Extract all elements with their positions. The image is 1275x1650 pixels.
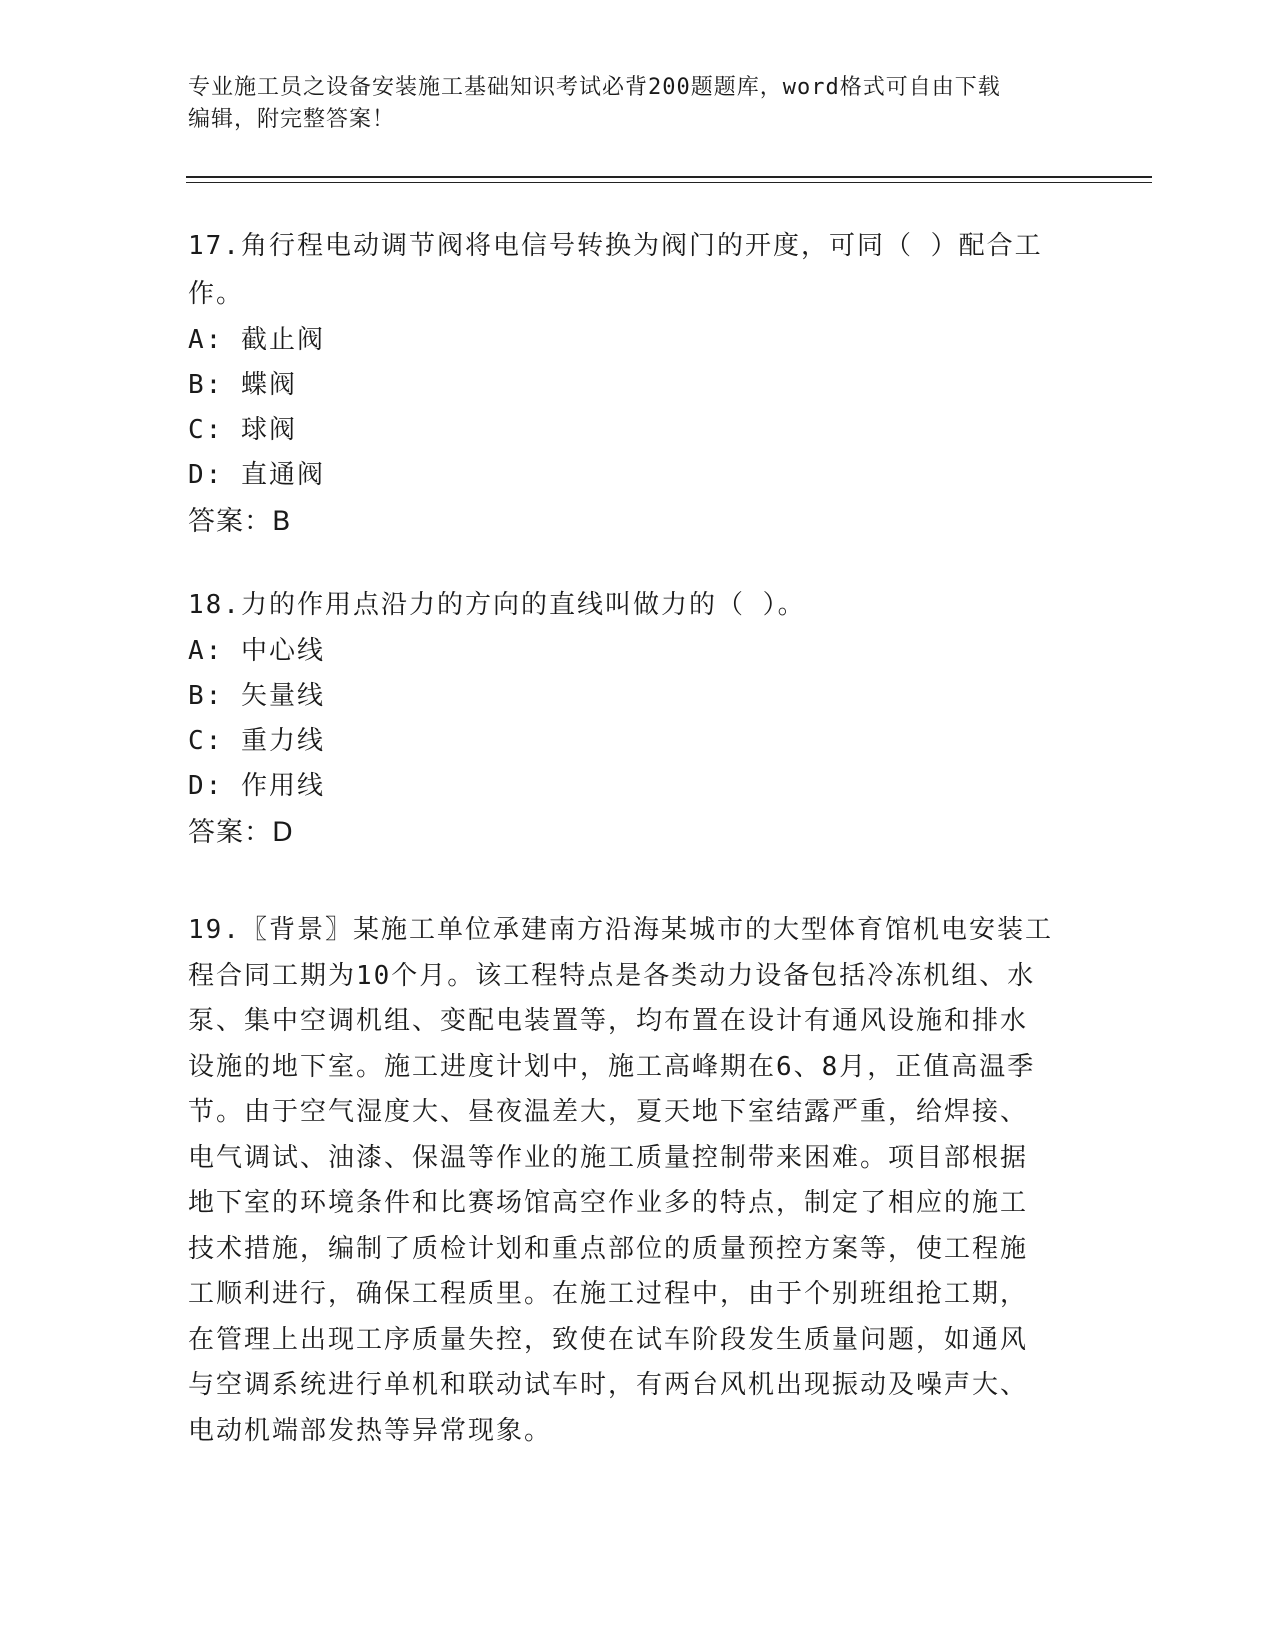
background-line: 工顺利进行，确保工程质里。在施工过程中，由于个别班组抢工期， bbox=[188, 1279, 1029, 1309]
header-line-2: 编辑，附完整答案！ bbox=[188, 107, 396, 132]
background-line: 程合同工期为10个月。该工程特点是各类动力设备包括冷冻机组、水 bbox=[188, 960, 1036, 991]
question-stem-line-1: 17.角行程电动调节阀将电信号转换为阀门的开度，可同（ ）配合工 bbox=[188, 231, 1043, 261]
option-d: D: 作用线 bbox=[188, 771, 325, 801]
answer-line: 答案：D bbox=[188, 817, 294, 848]
option-d: D: 直通阀 bbox=[188, 460, 325, 490]
background-line: 设施的地下室。施工进度计划中，施工高峰期在6、8月，正值高温季 bbox=[188, 1051, 1036, 1082]
background-line: 电动机端部发热等异常现象。 bbox=[188, 1415, 553, 1446]
question-stem-line-2: 作。 bbox=[188, 279, 245, 309]
option-c: C: 重力线 bbox=[188, 726, 325, 756]
background-line: 在管理上出现工序质量失控，致使在试车阶段发生质量问题，如通风 bbox=[188, 1324, 1029, 1355]
option-a: A: 中心线 bbox=[188, 636, 325, 666]
option-a: A: 截止阀 bbox=[188, 325, 325, 355]
option-b: B: 矢量线 bbox=[188, 681, 325, 711]
background-line: 电气调试、油漆、保温等作业的施工质量控制带来困难。项目部根据 bbox=[188, 1142, 1029, 1173]
header-line-1: 专业施工员之设备安装施工基础知识考试必背200题题库，word格式可自由下载 bbox=[188, 75, 1001, 100]
header-rule-thick bbox=[186, 176, 1152, 178]
background-line: 泵、集中空调机组、变配电装置等，均布置在设计有通风设施和排水 bbox=[188, 1006, 1029, 1036]
background-line: 与空调系统进行单机和联动试车时，有两台风机出现振动及噪声大、 bbox=[188, 1370, 1029, 1400]
answer-line: 答案：B bbox=[188, 506, 292, 537]
background-line: 19.〖背景〗某施工单位承建南方沿海某城市的大型体育馆机电安装工 bbox=[188, 915, 1053, 945]
option-c: C: 球阀 bbox=[188, 415, 297, 445]
question-18 bbox=[188, 581, 1078, 857]
header-rule-thin bbox=[186, 182, 1152, 183]
background-line: 技术措施，编制了质检计划和重点部位的质量预控方案等，使工程施 bbox=[188, 1233, 1029, 1264]
question-19-background bbox=[188, 908, 1078, 1454]
document-header bbox=[188, 72, 1078, 136]
question-stem-line-1: 18.力的作用点沿力的方向的直线叫做力的（ ）。 bbox=[188, 590, 806, 620]
background-line: 节。由于空气湿度大、昼夜温差大，夏天地下室结露严重，给焊接、 bbox=[188, 1097, 1029, 1127]
option-b: B: 蝶阀 bbox=[188, 370, 297, 400]
question-17 bbox=[188, 222, 1078, 546]
background-line: 地下室的环境条件和比赛场馆高空作业多的特点，制定了相应的施工 bbox=[188, 1188, 1029, 1218]
